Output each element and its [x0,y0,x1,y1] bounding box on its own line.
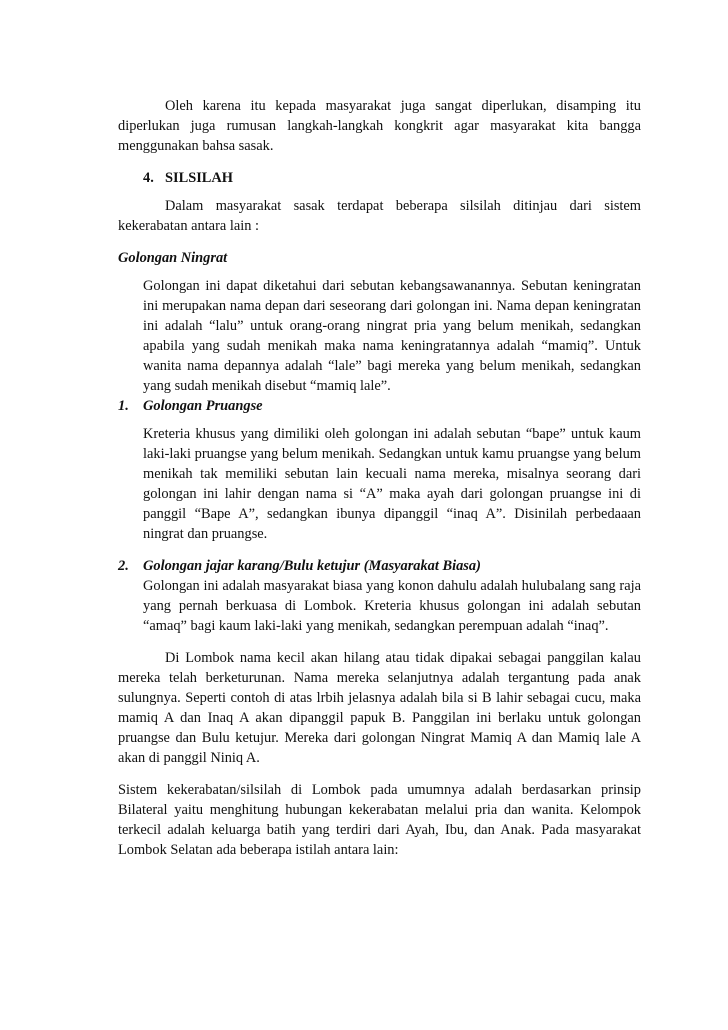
list-item-heading [118,396,641,416]
ningrat-paragraph: Golongan ini dapat diketahui dari sebutan kebangsawanannya. Sebutan keningratan ini merupakan nama depan dari seseorang dari golongan ini. Nama depan keningratan ini adalah “lalu” untuk orang-orang ningrat pria yang belum menikah, sedangkan apabila yang sudah menikah maka nama keningratannya adalah “mamiq”. Untuk wanita nama depannya adalah “lale” bagi mereka yang belum menikah, sedangkan yang sudah menikah disebut “mamiq lale”. [143,278,641,394]
section-heading [143,168,641,188]
list-item-paragraph: Golongan ini adalah masyarakat biasa yang konon dahulu adalah hulubalang sang raja yang pernah berkuasa di Lombok. Kreteria khusus golongan ini adalah sebutan “amaq” bagi kaum laki-laki yang menikah, sedangkan perempuan adalah “inaq”. [143,578,641,634]
list-item-paragraph: Kreteria khusus yang dimiliki oleh golongan ini adalah sebutan “bape” untuk kaum laki-laki pruangse yang belum menikah. Sedangkan untuk kamu pruangse yang belum menikah tak memiliki sebutan lain kecuali nama mereka, misalnya seorang dari golongan ini lahir dengan nama si “A” maka ayah dari golongan pruangse ini di panggil “Bape A”, sedangkan ibunya dipanggil “inaq A”. Disinilah perbedaaan ningrat dan pruangse. [143,426,641,542]
document-body [118,96,641,860]
list-item-title: Golongan Pruangse [143,398,263,414]
list-item-heading [118,556,641,576]
intro-paragraph: Oleh karena itu kepada masyarakat juga sangat diperlukan, disamping itu diperlukan juga rumusan langkah-langkah kongkrit agar masyarakat kita bangga menggunakan bahsa sasak. [118,98,641,154]
section-number: 4. [143,170,154,186]
ningrat-heading: Golongan Ningrat [118,250,228,266]
lombok-paragraph: Di Lombok nama kecil akan hilang atau tidak dipakai sebagai panggilan kalau mereka telah berketurunan. Nama mereka selanjutnya adalah tergantung pada anak sulungnya. Seperti contoh di atas lrbih jelasnya adalah bila si B lahir sebagai cucu, maka mamiq A dan Inaq A akan dipanggil papuk B. Panggilan ini berlaku untuk golongan pruangse dan Bulu ketujur. Mereka dari golongan Ningrat Mamiq A dan Mamiq lale A akan di panggil Niniq A. [118,650,641,766]
list-item-number: 1. [118,398,129,414]
list-item-number: 2. [118,558,129,574]
section-intro-paragraph: Dalam masyarakat sasak terdapat beberapa silsilah ditinjau dari sistem kekerabatan antara lain : [118,198,641,234]
kinship-system-paragraph: Sistem kekerabatan/silsilah di Lombok pada umumnya adalah berdasarkan prinsip Bilateral yaitu menghitung hubungan kekerabatan melalui pria dan wanita. Kelompok terkecil adalah keluarga batih yang terdiri dari Ayah, Ibu, dan Anak. Pada masyarakat Lombok Selatan ada beberapa istilah antara lain: [118,782,641,858]
list-item-title: Golongan jajar karang/Bulu ketujur (Masyarakat Biasa) [143,558,481,574]
section-title: SILSILAH [165,170,233,186]
